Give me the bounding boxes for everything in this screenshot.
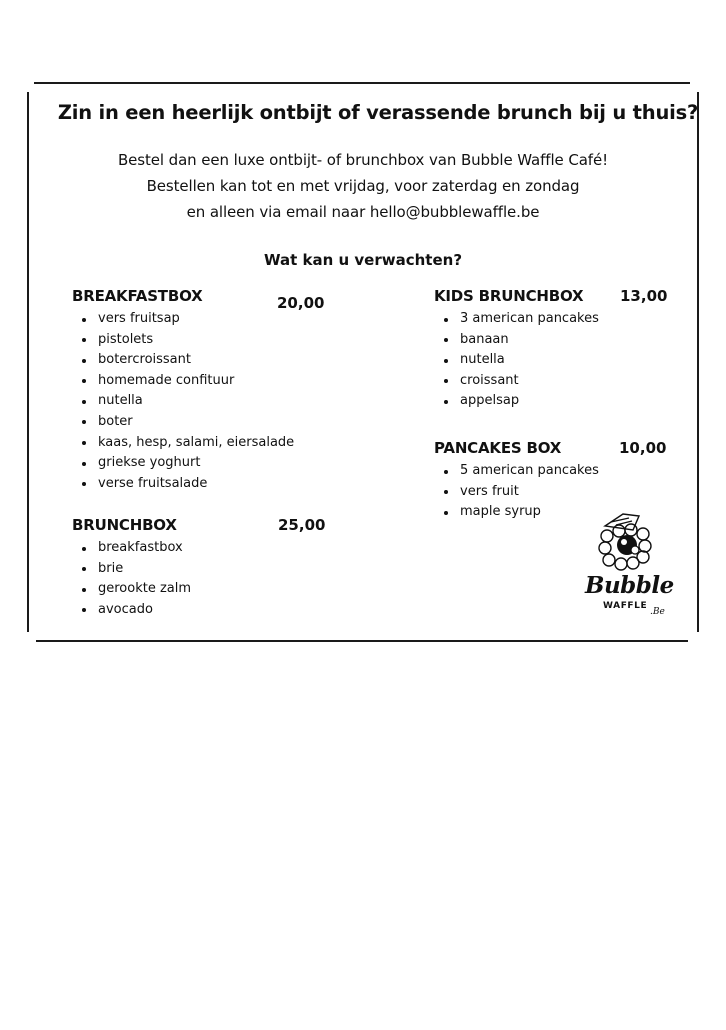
list-item: kaas, hesp, salami, eiersalade	[72, 433, 294, 454]
list-item: breakfastbox	[72, 538, 191, 559]
list-item: vers fruitsap	[72, 309, 294, 330]
intro-line-2: Bestellen kan tot en met vrijdag, voor zaterdag en zondag	[146, 177, 580, 195]
brunchbox-title: BRUNCHBOX	[72, 516, 177, 534]
list-item: avocado	[72, 600, 191, 621]
brunchbox-items	[72, 538, 191, 620]
list-item: croissant	[434, 371, 599, 392]
list-item: pistolets	[72, 330, 294, 351]
headline: Zin in een heerlijk ontbijt of verassende brunch bij u thuis?	[57, 101, 699, 124]
list-item: appelsap	[434, 391, 599, 412]
list-item: 5 american pancakes	[434, 461, 599, 482]
list-item: 3 american pancakes	[434, 309, 599, 330]
logo-sub: WAFFLE	[603, 601, 648, 611]
breakfastbox-title: BREAKFASTBOX	[72, 287, 203, 305]
kids-brunchbox-price: 13,00	[620, 287, 668, 305]
list-item: nutella	[72, 391, 294, 412]
bottom-rule	[36, 640, 688, 642]
pancakes-box-price: 10,00	[619, 439, 667, 457]
right-rule	[697, 92, 699, 632]
list-item: verse fruitsalade	[72, 474, 294, 495]
intro-line-1: Bestel dan een luxe ontbijt- of brunchbox van Bubble Waffle Café!	[117, 151, 609, 169]
list-item: nutella	[434, 350, 599, 371]
list-item: vers fruit	[434, 482, 599, 503]
top-rule	[34, 82, 690, 84]
list-item: boter	[72, 412, 294, 433]
list-item: maple syrup	[434, 502, 599, 523]
subhead: Wat kan u verwachten?	[263, 251, 463, 269]
intro-line-3: en alleen via email naar hello@bubblewaffle.be	[186, 203, 540, 221]
left-rule	[27, 92, 29, 632]
logo-suffix: .Be	[650, 607, 665, 617]
kids-brunchbox-title: KIDS BRUNCHBOX	[434, 287, 584, 305]
kids-brunchbox-items	[434, 309, 599, 412]
pancakes-box-title: PANCAKES BOX	[434, 439, 562, 457]
list-item: gerookte zalm	[72, 579, 191, 600]
breakfastbox-items	[72, 309, 294, 494]
list-item: banaan	[434, 330, 599, 351]
list-item: brie	[72, 559, 191, 580]
list-item: homemade confituur	[72, 371, 294, 392]
pancakes-box-items	[434, 461, 599, 523]
list-item: botercroissant	[72, 350, 294, 371]
list-item: griekse yoghurt	[72, 453, 294, 474]
breakfastbox-price: 20,00	[277, 294, 325, 312]
logo-word: Bubble	[585, 572, 674, 599]
brunchbox-price: 25,00	[278, 516, 326, 534]
